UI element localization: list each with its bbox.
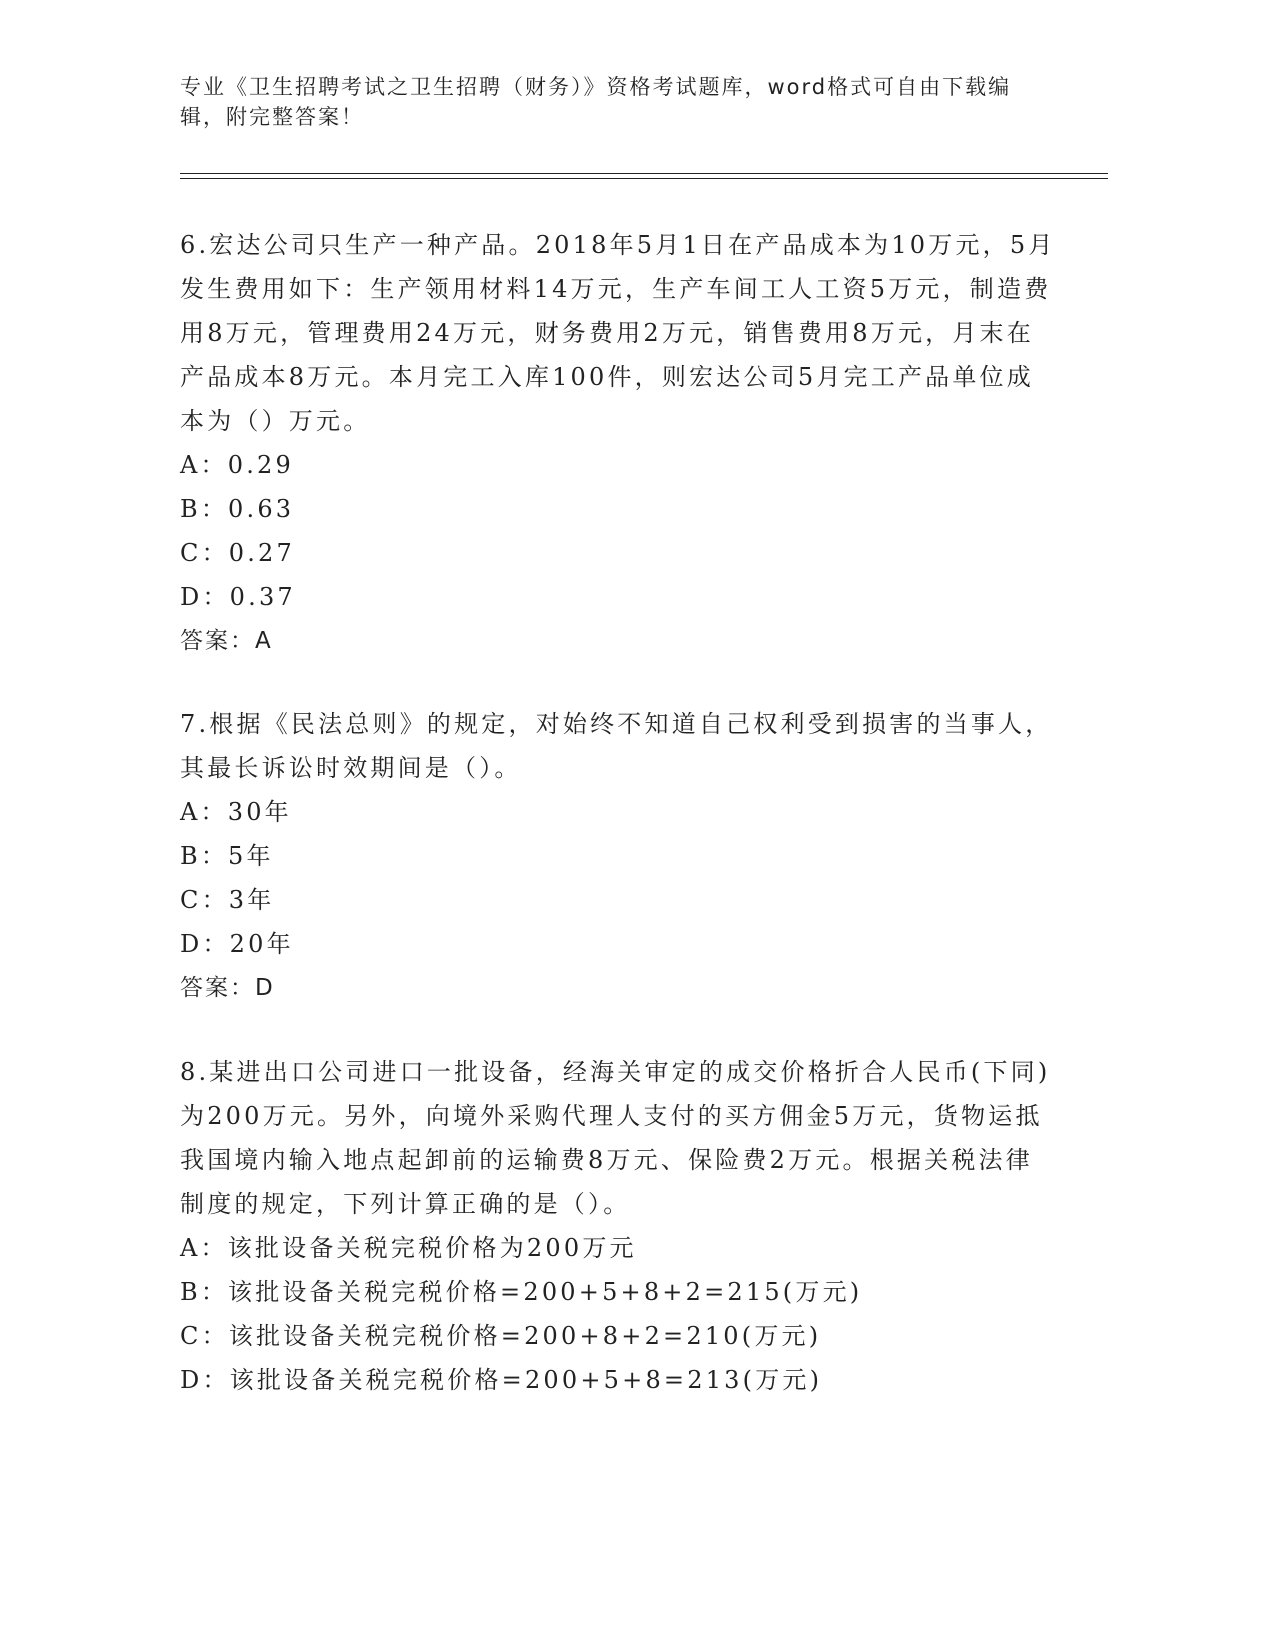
question-stem: 8.某进出口公司进口一批设备，经海关审定的成交价格折合人民币(下同)为200万元。另外，向境外采购代理人支付的买方佣金5万元，货物运抵我国境内输入地点起卸前的运输费8万元、保险费2万元。根据关税法律制度的规定，下列计算正确的是（）。 <box>180 1058 1051 1218</box>
header-divider <box>180 173 1108 174</box>
option-a: A：30年 <box>180 798 292 826</box>
question-stem: 7.根据《民法总则》的规定，对始终不知道自己权利受到损害的当事人，其最长诉讼时效期间是（）。 <box>180 710 1053 782</box>
option-a: A：该批设备关税完税价格为200万元 <box>180 1234 637 1262</box>
option-c: C：该批设备关税完税价格=200+8+2=210(万元) <box>180 1322 822 1350</box>
answer-line: 答案：A <box>180 628 273 654</box>
option-d: D：该批设备关税完税价格=200+5+8=213(万元) <box>180 1366 823 1394</box>
option-d: D：0.37 <box>180 583 296 611</box>
option-c: C：0.27 <box>180 539 296 567</box>
question-stem: 6.宏达公司只生产一种产品。2018年5月1日在产品成本为10万元，5月发生费用如下：生产领用材料14万元，生产车间工人工资5万元，制造费用8万元，管理费用24万元，财务费用2万元，销售费用8万元，月末在产品成本8万元。本月完工入库100件，则宏达公司5月完工产品单位成本为（）万元。 <box>180 231 1056 435</box>
option-b: B：0.63 <box>180 495 295 523</box>
question-8 <box>180 1050 1060 1402</box>
option-b: B：该批设备关税完税价格=200+5+8+2=215(万元) <box>180 1278 863 1306</box>
header-divider-double <box>180 178 1108 179</box>
option-a: A：0.29 <box>180 451 294 479</box>
question-6 <box>180 223 1060 663</box>
answer-line: 答案：D <box>180 975 275 1001</box>
document-header: 专业《卫生招聘考试之卫生招聘（财务）》资格考试题库，word格式可自由下载编辑，附完整答案！ <box>180 75 1012 129</box>
option-d: D：20年 <box>180 930 294 958</box>
option-b: B：5年 <box>180 842 274 870</box>
option-c: C：3年 <box>180 886 275 914</box>
question-7 <box>180 702 1060 1010</box>
